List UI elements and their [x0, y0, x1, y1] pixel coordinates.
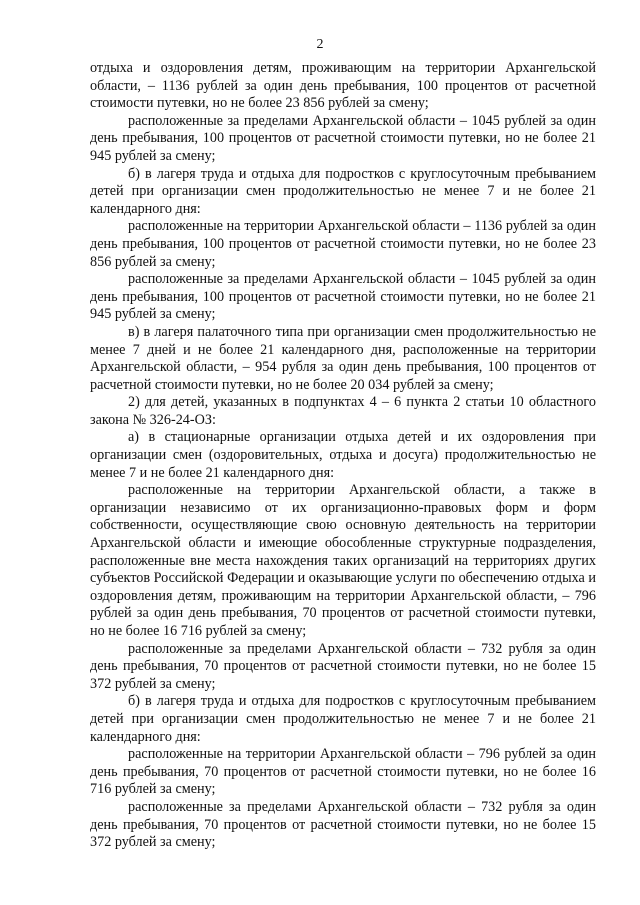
- paragraph-outside-region-rate: расположенные за пределами Архангельской области – 1045 рублей за один день пребывания, 100 процентов от расчетной стоимости путевки, но не более 21 945 рублей за смену;: [90, 112, 596, 164]
- paragraph-inside-region-organizations: расположенные на территории Архангельской области, а также в организации независимо от их организационно-правовых форм и форм собственности, осуществляющие свою основную деятельность на территории Архангельской области и имеющие обособленные структурные подразделения, расположенные вне места нахождения таких организаций на территориях других субъектов Российской Федерации и оказывающие услуги по обеспечению отдыха и оздоровления детям, проживающим на территории Архангельской области, – 796 рублей за один день пребывания, 70 процентов от расчетной стоимости путевки, но не более 16 716 рублей за смену;: [90, 482, 596, 639]
- paragraph-outside-region-rate: расположенные за пределами Архангельской области – 732 рубля за один день пребывания, 70 процентов от расчетной стоимости путевки, но не более 15 372 рублей за смену;: [90, 640, 596, 692]
- paragraph-inside-region-rate: расположенные на территории Архангельской области – 1136 рублей за один день пребывания, 100 процентов от расчетной стоимости путевки, но не более 23 856 рублей за смену;: [90, 218, 596, 270]
- paragraph-outside-region-rate: расположенные за пределами Архангельской области – 732 рубля за один день пребывания, 70 процентов от расчетной стоимости путевки, но не более 15 372 рублей за смену;: [90, 798, 596, 851]
- paragraph-item-b-labor-camps: б) в лагеря труда и отдыха для подростков с круглосуточным пребыванием детей при организации смен продолжительностью не менее 7 и не более 21 календарного дня:: [90, 165, 596, 217]
- paragraph-item-2-children: 2) для детей, указанных в подпунктах 4 – 6 пункта 2 статьи 10 областного закона № 326-24-ОЗ:: [90, 394, 596, 428]
- page-number: 2: [316, 37, 324, 52]
- paragraph-item-b-labor-camps: б) в лагеря труда и отдыха для подростков с круглосуточным пребыванием детей при организации смен продолжительностью не менее 7 и не более 21 календарного дня:: [90, 693, 596, 745]
- paragraph-continuation: отдыха и оздоровления детям, проживающим на территории Архангельской области, – 1136 рублей за один день пребывания, 100 процентов от расчетной стоимости путевки, но не более 23 856 рублей за смену;: [90, 60, 596, 112]
- paragraph-inside-region-rate: расположенные на территории Архангельской области – 796 рублей за один день пребывания, 70 процентов от расчетной стоимости путевки, но не более 16 716 рублей за смену;: [90, 746, 596, 798]
- document-body: [90, 60, 596, 852]
- paragraph-item-v-tent-camps: в) в лагеря палаточного типа при организации смен продолжительностью не менее 7 дней и не более 21 календарного дня, расположенные на территории Архангельской области, – 954 рубля за один день пребывания, 100 процентов от расчетной стоимости путевки, но не более 20 034 рублей за смену;: [90, 323, 596, 393]
- paragraph-outside-region-rate: расположенные за пределами Архангельской области – 1045 рублей за один день пребывания, 100 процентов от расчетной стоимости путевки, но не более 21 945 рублей за смену;: [90, 271, 596, 323]
- paragraph-item-a-stationary: а) в стационарные организации отдыха детей и их оздоровления при организации смен (оздоровительных, отдыха и досуга) продолжительностью не менее 7 и не более 21 календарного дня:: [90, 429, 596, 481]
